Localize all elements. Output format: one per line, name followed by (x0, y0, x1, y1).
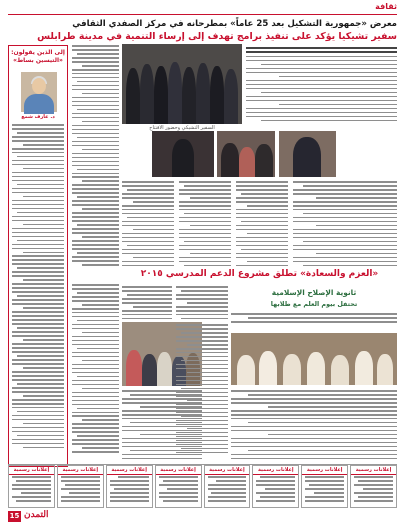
secondary-text-col-1 (122, 286, 172, 322)
ad-box (204, 465, 251, 508)
ceremony-photo (231, 333, 397, 385)
sidebar-title: إلى الذين يقولون: «التيسين بساط» (11, 49, 65, 64)
guests-photo (217, 131, 275, 177)
sidebar-author: د. عارف شمع (21, 114, 55, 120)
speaker-photo (152, 131, 214, 177)
top-divider (8, 14, 397, 15)
ad-title: إعلانات رسمية (205, 467, 250, 475)
secondary-text-col-3 (176, 324, 228, 455)
page-footer (8, 509, 397, 523)
ambassador-photo (279, 131, 336, 177)
ad-title: إعلانات رسمية (351, 467, 396, 475)
article-text-col-1 (122, 181, 174, 269)
ad-title: إعلانات رسمية (9, 467, 54, 475)
ad-box (252, 465, 299, 508)
ad-box (57, 465, 104, 508)
sidebar-text (12, 124, 64, 451)
school-subtitle: تحتفل بيوم العلم مع طلابها (270, 300, 358, 308)
opinion-sidebar (8, 45, 68, 467)
ad-box (350, 465, 397, 508)
author-portrait (21, 72, 57, 112)
official-ads-strip (8, 464, 397, 508)
school-title: ثانوية الإصلاح الإسلامية (271, 288, 357, 297)
ad-title: إعلانات رسمية (253, 467, 298, 475)
school-article-header (231, 283, 397, 333)
headline-column-text (246, 47, 397, 124)
article-text-col-3 (236, 181, 288, 269)
article-text-col-4 (293, 181, 397, 269)
main-headline: معرض «جمهورية التشكيل بعد 25 عاماً» بمطرحانه في مركز الصفدي الثقافي (72, 19, 397, 29)
ad-title: إعلانات رسمية (302, 467, 347, 475)
main-photo (122, 44, 242, 124)
ad-title: إعلانات رسمية (107, 467, 152, 475)
school-article-text (231, 390, 397, 462)
ad-box (301, 465, 348, 508)
magazine-logo: التمدن (24, 510, 49, 520)
article-text-col-2 (179, 181, 231, 269)
secondary-text-col-2 (176, 286, 228, 322)
ad-title: إعلانات رسمية (58, 467, 103, 475)
column-text-left-lower (72, 284, 119, 455)
main-photo-caption: السفير التشيكي وحضور الافتتاح (149, 125, 215, 131)
ad-title: إعلانات رسمية (156, 467, 201, 475)
main-subheadline: سفير تشيكيا يؤكد على تنفيذ برامج تهدف إلى إرساء التنمية في مدينة طرابلس (37, 31, 397, 42)
page-number: 15 (9, 512, 20, 520)
secondary-headline: «العزم والسعادة» تطلق مشروع الدعم المدرسي ٢٠١٥ (140, 269, 379, 279)
ad-box (155, 465, 202, 508)
ad-box (106, 465, 153, 508)
ad-box (8, 465, 55, 508)
section-logo: ثقافة (375, 2, 397, 11)
column-text-left (72, 45, 119, 268)
